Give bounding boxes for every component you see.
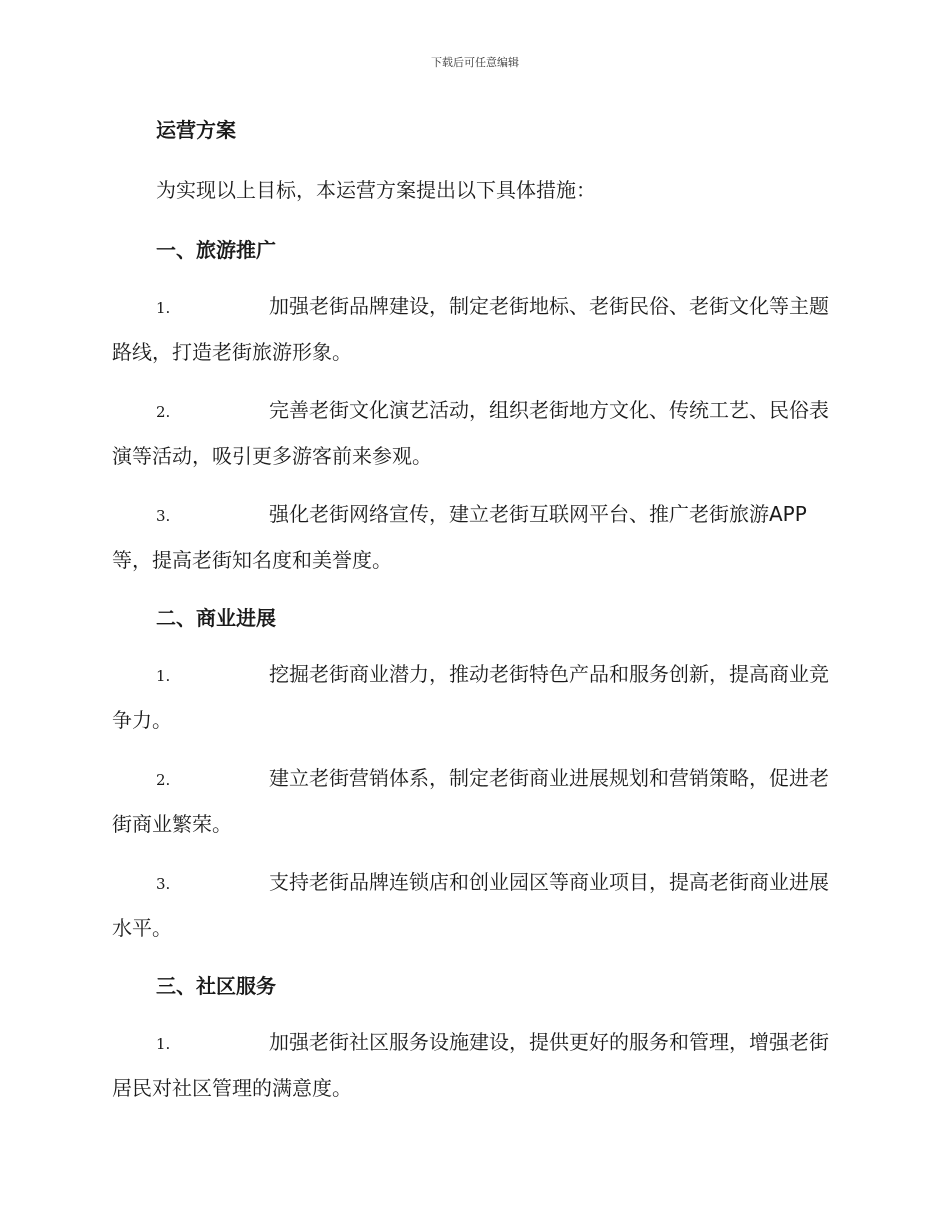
item-text: 完善老街文化演艺活动，组织老街地方文化、传统工艺、民俗表演等活动，吸引更多游客前来参观。 [112,398,829,468]
item-number: 1. [156,1035,171,1053]
section-heading: 三、社区服务 [156,974,276,998]
item-number: 3. [156,875,171,893]
list-item [112,492,836,582]
item-text: 加强老街品牌建设，制定老街地标、老街民俗、老街文化等主题路线，打造老街旅游形象。 [112,294,829,364]
document-title: 运营方案 [156,118,236,142]
list-item [112,652,836,742]
item-text: 强化老街网络宣传，建立老街互联网平台、推广老街旅游APP等，提高老街知名度和美誉度。 [112,502,807,572]
list-item [112,284,836,374]
item-text: 建立老街营销体系，制定老街商业进展规划和营销策略，促进老街商业繁荣。 [112,766,829,836]
section-heading: 一、旅游推广 [156,238,276,262]
document-body [112,110,836,1124]
item-text: 加强老街社区服务设施建设，提供更好的服务和管理，增强老街居民对社区管理的满意度。 [112,1030,829,1100]
page-header-note: 下载后可任意编辑 [431,56,519,69]
item-number: 3. [156,507,171,525]
list-item [112,1020,836,1110]
item-text: 支持老街品牌连锁店和创业园区等商业项目，提高老街商业进展水平。 [112,870,829,940]
item-number: 2. [156,771,171,789]
intro-paragraph: 为实现以上目标，本运营方案提出以下具体措施： [156,178,596,202]
list-item [112,388,836,478]
section-heading: 二、商业进展 [156,606,276,630]
item-number: 2. [156,403,171,421]
list-item [112,756,836,846]
item-text: 挖掘老街商业潜力，推动老街特色产品和服务创新，提高商业竞争力。 [112,662,829,732]
item-number: 1. [156,299,171,317]
list-item [112,860,836,950]
item-number: 1. [156,667,171,685]
